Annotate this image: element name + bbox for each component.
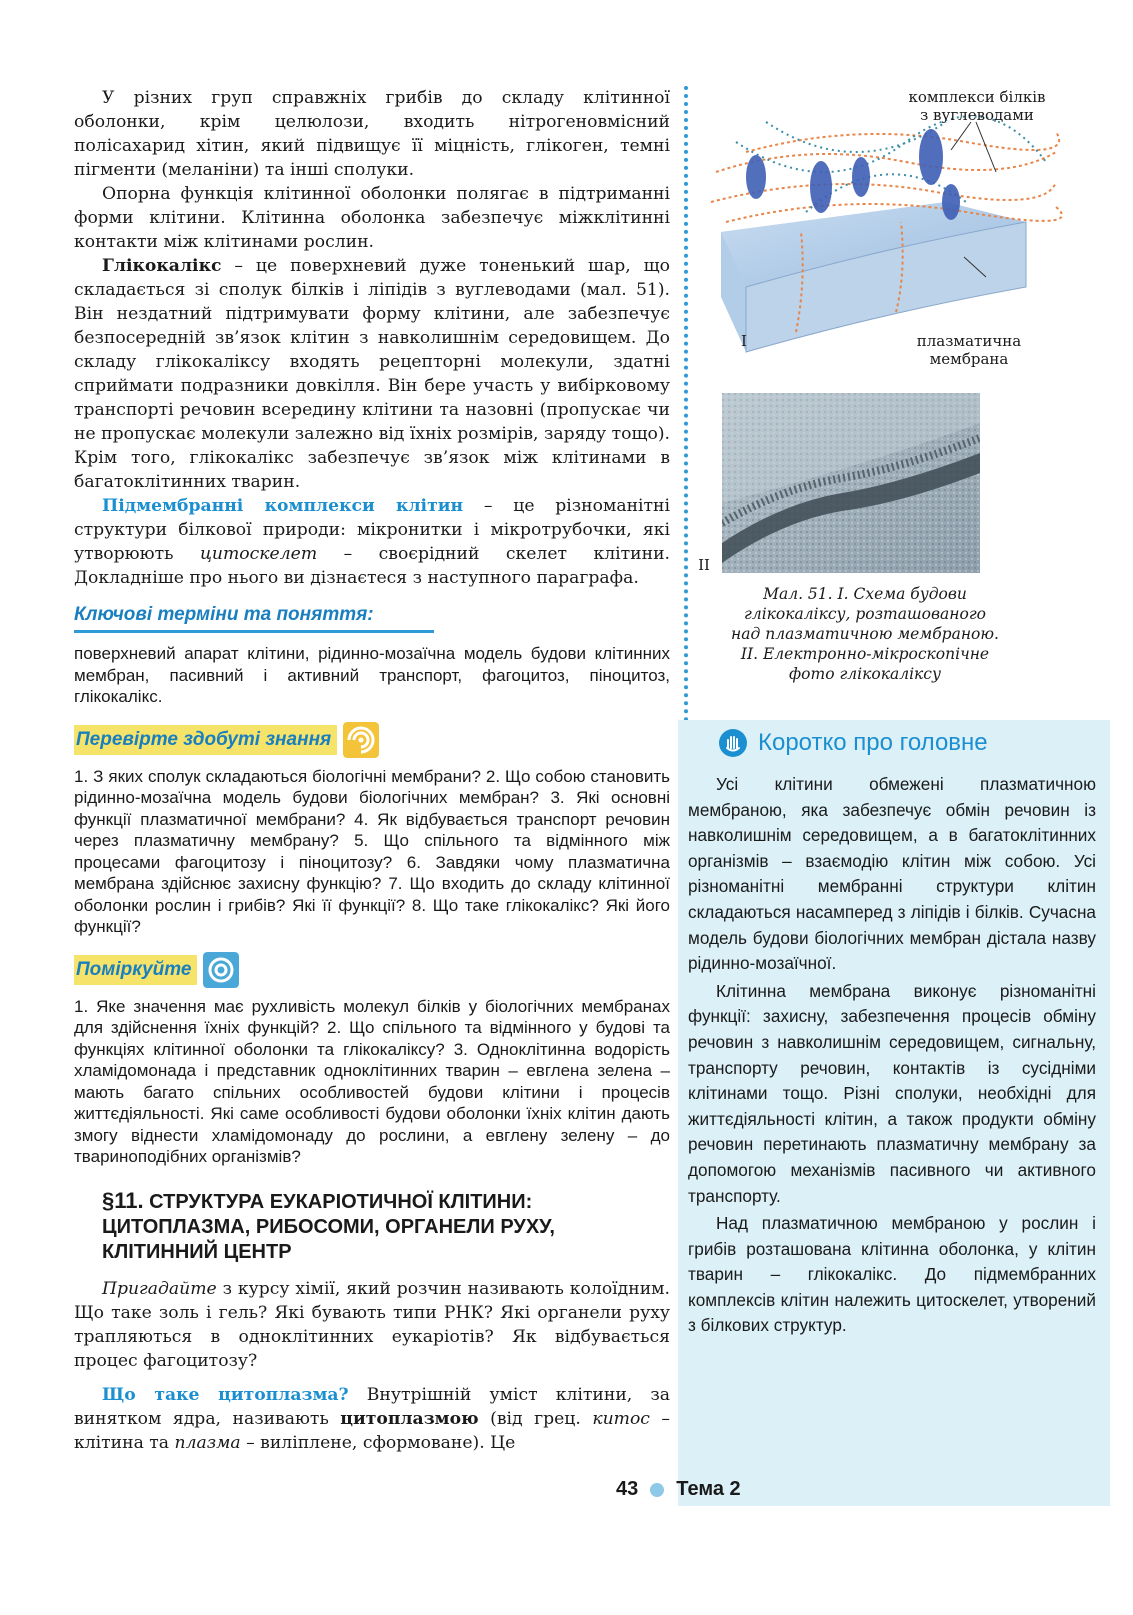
term-glycocalyx: Глікокалікс: [102, 256, 222, 276]
summary-body: [688, 772, 1096, 1339]
page-number: 43: [616, 1478, 639, 1500]
spiral-icon: [343, 722, 379, 758]
summary-paragraph-2: Клітинна мембрана виконує різноманітні функції: захисну, забезпечення процесів обміну речовин з навколишнім середовищем, сигнальну, транспорту речовин, контактів із сусідніми клітинами тощо. Різні сполуки, необхідні для життєдіяльності клітин, а також продукти обміну речовин перетинають плазматичну мембрану за допомогою механізмів пасивного чи активного транспорту.: [688, 980, 1096, 1206]
summary-paragraph-3: Над плазматичною мембраною у рослин і грибів розташована клітинна оболонка, у клітин тварин – глікокалікс. До підмембранних комплексів клітин належить цитоскелет, утворений з білкових структур.: [688, 1213, 1096, 1336]
paragraph-support-function: Опорна функція клітинної оболонки полягає в підтриманні форми клітини. Клітинна оболонка забезпечує міжклітинні контакти між клітинами рослин.: [74, 184, 670, 252]
think-title: Поміркуйте: [74, 955, 197, 985]
recall-paragraph: Пригадайте з курсу хімії, який розчин називають колоїдним. Що таке золь і гель? Які бувають типи РНК? Які органели руху трапляються в одноклітинних еукаріотів? Як відбувається процес фагоцитозу?: [74, 1278, 670, 1371]
label-roman-2: II: [698, 556, 710, 574]
label-roman-1: I: [741, 332, 747, 350]
summary-heading: [718, 728, 1110, 758]
think-questions: 1. Яке значення має рухливість молекул білків у біологічних мембранах для здійснення їхніх функцій? 2. Що спільного та відмінного у будові та функціях клітинної оболонки та глікокаліксу? 3. Одноклітинна водорість хламідомонада і представник одноклітинних тварин – евглена зелена – мають багато спільних особливостей будови клітини і процесів життєдіяльності. Які саме особливості будови оболонки їхніх клітин дають змогу віднести хламідомонаду до рослини, а евглену зелену – до твариноподібних організмів?: [74, 996, 670, 1166]
think-heading: [74, 952, 670, 988]
summary-title: Коротко про головне: [758, 729, 988, 756]
electron-micrograph-image: [722, 393, 980, 573]
paragraph-glycocalyx: Глікокалікс – це поверхневий дуже тоненький шар, що складається зі сполук білків і ліпідів з вуглеводами (мал. 51). Він нездатний підтримувати форму клітини, але забезпечує безпосередній зв’язок клітин з навколишнім середовищем. До складу глікокаліксу входять рецепторні молекули, здатні сприймати подразники довкілля. Він бере участь у вибірковому транспорті речовин всередину клітини та назовні (пропускає чи не пропускає молекули залежно від їхніх розмірів, заряду тощо). Крім того, глікокалікс забезпечує зв’язок між клітинами в багатоклітинних тварин.: [74, 256, 670, 492]
label-plasma-membrane: плазматична мембрана: [916, 332, 1022, 368]
key-terms-heading: Ключові терміни та поняття:: [74, 604, 434, 633]
summary-box: [678, 720, 1110, 1506]
check-knowledge-title: Перевірте здобуті знання: [74, 725, 337, 755]
check-knowledge-heading: [74, 722, 670, 758]
bullet-dot-icon: [650, 1483, 664, 1497]
paragraph-submembrane: Підмембранні комплекси клітин – це різноманітні структури білкової природи: мікронитки і мікротрубочки, які утворюють цитоскелет – своєрідний скелет клітини. Докладніше про нього ви дізнаєтеся з наступного параграфа.: [74, 496, 671, 588]
key-terms-body: поверхневий апарат клітини, рідинно-мозаїчна модель будови клітинних мембран, пасивний і активний транспорт, фагоцитоз, піноцитоз, глікокалікс.: [74, 644, 670, 706]
section-number: §11.: [102, 1187, 144, 1213]
topic-label: Тема 2: [676, 1478, 741, 1500]
section-title: §11. СТРУКТУРА ЕУКАРІОТИЧНОЇ КЛІТИНИ: ЦИТОПЛАЗМА, РИБОСОМИ, ОРГАНЕЛИ РУХУ, КЛІТИННИЙ ЦЕНТР: [102, 1187, 555, 1263]
term-cytoplasm: цитоплазмою: [340, 1408, 479, 1429]
term-submembrane-complexes: Підмембранні комплекси клітин: [102, 496, 464, 516]
figure-caption: Мал. 51. I. Схема будови глікокаліксу, розташованого над плазматичною мембраною. II. Електронно-мікроскопічне фото глікокаліксу: [731, 585, 999, 683]
label-protein-complexes: комплекси білків з вуглеводами: [908, 88, 1046, 124]
check-knowledge-questions: 1. З яких сполук складаються біологічні мембрани? 2. Що собою становить рідинно-мозаїчна модель будови біологічних мембран? 3. Які основні функції плазматичної мембрани? 4. Як відбувається транспорт речовин через плазматичну мембрану? 5. Що спільного та відмінного між процесами фагоцитозу і піноцитозу? 6. Завдяки чому плазматична мембрана здійснює захисну функцію? 7. Що входить до складу клітинної оболонки рослин і грибів? Які її функції? 8. Що таке глікокалікс? Які його функції?: [74, 766, 670, 936]
figure-glycocalyx-diagram: [706, 82, 1066, 382]
think-circle-icon: [203, 952, 239, 988]
paragraph-fungi: У різних груп справжніх грибів до складу клітинної оболонки, крім целюлози, входить нітрогеновмісний полісахарид хітин, який підвищує її міцність, глікоген, темні пігменти (меланіни) та інші сполуки.: [74, 88, 670, 180]
cytoplasm-paragraph: Що таке цитоплазма? Внутрішній уміст клітини, за винятком ядра, називають цитоплазмою (від грец. китос – клітина та плазма – виліплене, сформоване). Це: [74, 1384, 671, 1453]
cytoplasm-question: Що таке цитоплазма?: [102, 1384, 349, 1405]
hand-icon: [718, 728, 748, 758]
main-text-column: [74, 86, 670, 1455]
figure-electron-micrograph: [722, 393, 980, 573]
term-cytoskeleton: цитоскелет: [199, 544, 318, 564]
page-footer: [616, 1478, 741, 1501]
summary-paragraph-1: Усі клітини обмежені плазматичною мембраною, яка забезпечує обмін речовин із навколишнім середовищем, а в багатоклітинних організмів – взаємодію клітин між собою. Усі різноманітні мембранні структури клітин складаються насамперед з ліпідів і білків. Сучасна модель будови біологічних мембран дістала назву рідинно-мозаїчної.: [688, 774, 1096, 974]
